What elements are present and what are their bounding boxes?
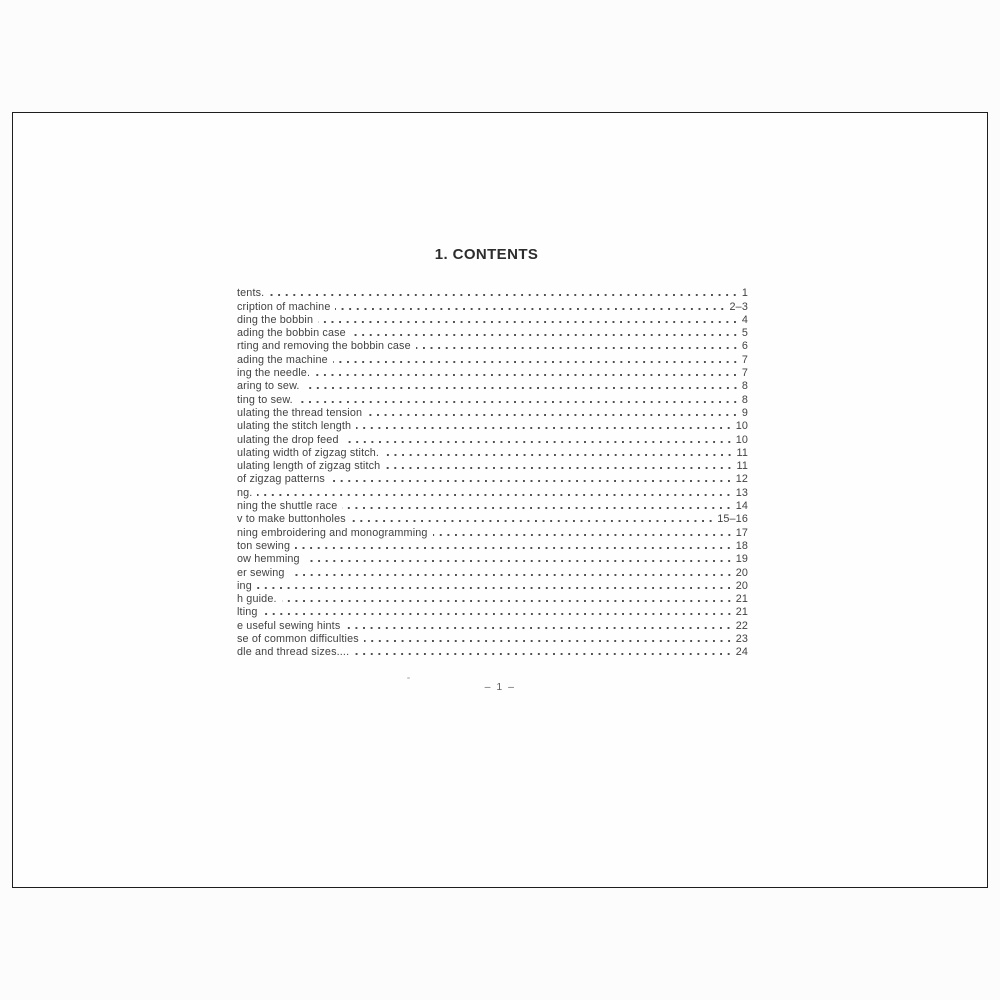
toc-entry-page: 6 [741,340,748,353]
leader-dots [385,466,733,470]
toc-entry-page: 10 [735,433,748,446]
toc-entry [237,565,748,578]
toc-entry [237,432,748,445]
toc-entry-page: 14 [735,500,748,513]
toc-entry [237,392,748,405]
toc-entry-page: 8 [741,380,748,393]
toc-entry-page: 13 [735,486,748,499]
toc-entry [237,525,748,538]
toc-entry [237,406,748,419]
leader-dots [318,320,739,324]
toc-entry-page: 7 [741,367,748,380]
footer-page-number: – 1 – [484,681,516,693]
leader-dots [269,293,739,297]
toc-entry-label: er sewing [237,566,285,579]
toc-entry [237,592,748,605]
leader-dots [433,533,733,537]
toc-entry-page: 1 [741,287,748,300]
toc-entry-label: ting to sew. [237,393,293,406]
toc-entry-page: 4 [741,313,748,326]
leader-dots [263,612,733,616]
leader-dots [295,546,733,550]
toc-entry-label: v to make buttonholes [237,513,346,526]
toc-entry [237,645,748,658]
scan-artifact-dot [407,677,410,679]
leader-dots [335,307,726,311]
toc-entry [237,339,748,352]
table-of-contents [237,286,748,658]
toc-entry-page: 24 [735,646,748,659]
toc-entry-page: 11 [736,446,748,459]
toc-entry [237,552,748,565]
toc-entry [237,499,748,512]
toc-entry [237,632,748,645]
toc-entry-label: ding the bobbin [237,313,314,326]
toc-entry [237,299,748,312]
toc-entry-label: aring to sew. [237,380,300,393]
toc-entry [237,419,748,432]
toc-entry-label: of zigzag patterns [237,473,325,486]
leader-dots [315,373,739,377]
toc-entry-label: ow hemming [237,553,300,566]
toc-entry [237,459,748,472]
toc-entry-label: ulating length of zigzag stitch [237,460,381,473]
toc-entry-label: se of common difficulties [237,633,359,646]
toc-entry-page: 2–3 [729,300,748,313]
toc-entry-label: ton sewing [237,539,291,552]
toc-entry [237,579,748,592]
leader-dots [305,386,739,390]
toc-entry-label: ading the bobbin case [237,327,346,340]
toc-entry-label: dle and thread sizes.... [237,646,350,659]
leader-dots [416,346,739,350]
toc-entry [237,366,748,379]
leader-dots [333,360,739,364]
toc-entry-page: 21 [735,593,748,606]
page-title: 1. CONTENTS [434,246,539,263]
toc-entry-page: 7 [741,353,748,366]
leader-dots [351,333,739,337]
toc-entry-label: ulating the stitch length [237,420,352,433]
toc-entry-page: 20 [735,579,748,592]
toc-entry [237,352,748,365]
toc-entry-label: tents. [237,287,265,300]
toc-entry-label: rting and removing the bobbin case [237,340,411,353]
toc-entry [237,286,748,299]
toc-entry-label: ing the needle. [237,367,311,380]
toc-entry-label: e useful sewing hints [237,619,341,632]
leader-dots [351,519,714,523]
toc-entry [237,326,748,339]
toc-entry-label: lting [237,606,258,619]
toc-entry-page: 20 [735,566,748,579]
toc-entry [237,539,748,552]
leader-dots [290,573,733,577]
leader-dots [282,599,733,603]
toc-entry-page: 10 [735,420,748,433]
toc-entry [237,485,748,498]
toc-entry-page: 15–16 [717,513,748,526]
toc-entry [237,605,748,618]
toc-entry-label: cription of machine [237,300,331,313]
leader-dots [364,639,733,643]
leader-dots [384,453,733,457]
toc-entry-label: ulating the thread tension [237,406,363,419]
leader-dots [330,479,733,483]
leader-dots [298,400,739,404]
toc-entry-label: ing [237,579,252,592]
toc-entry-label: ning the shuttle race [237,500,338,513]
toc-entry-page: 11 [736,460,748,473]
leader-dots [345,626,732,630]
toc-entry [237,446,748,459]
toc-entry [237,313,748,326]
toc-entry-label: ading the machine [237,353,328,366]
toc-entry-page: 8 [741,393,748,406]
toc-entry-page: 12 [735,473,748,486]
toc-entry-label: ng. [237,486,253,499]
toc-entry-page: 22 [735,619,748,632]
leader-dots [367,413,739,417]
toc-entry-page: 17 [735,526,748,539]
toc-entry-label: ning embroidering and monogramming [237,526,428,539]
toc-entry-page: 23 [735,633,748,646]
leader-dots [342,506,732,510]
toc-entry [237,472,748,485]
toc-entry-page: 19 [735,553,748,566]
toc-entry-label: ulating the drop feed [237,433,339,446]
leader-dots [356,426,732,430]
toc-entry-page: 5 [741,327,748,340]
leader-dots [344,440,733,444]
toc-entry [237,379,748,392]
toc-entry [237,618,748,631]
toc-entry-page: 21 [735,606,748,619]
leader-dots [257,586,733,590]
toc-entry-page: 18 [735,539,748,552]
toc-entry [237,512,748,525]
toc-entry-page: 9 [741,406,748,419]
toc-entry-label: h guide. [237,593,277,606]
toc-entry-label: ulating width of zigzag stitch. [237,446,380,459]
leader-dots [305,559,733,563]
leader-dots [257,493,732,497]
leader-dots [354,652,732,656]
